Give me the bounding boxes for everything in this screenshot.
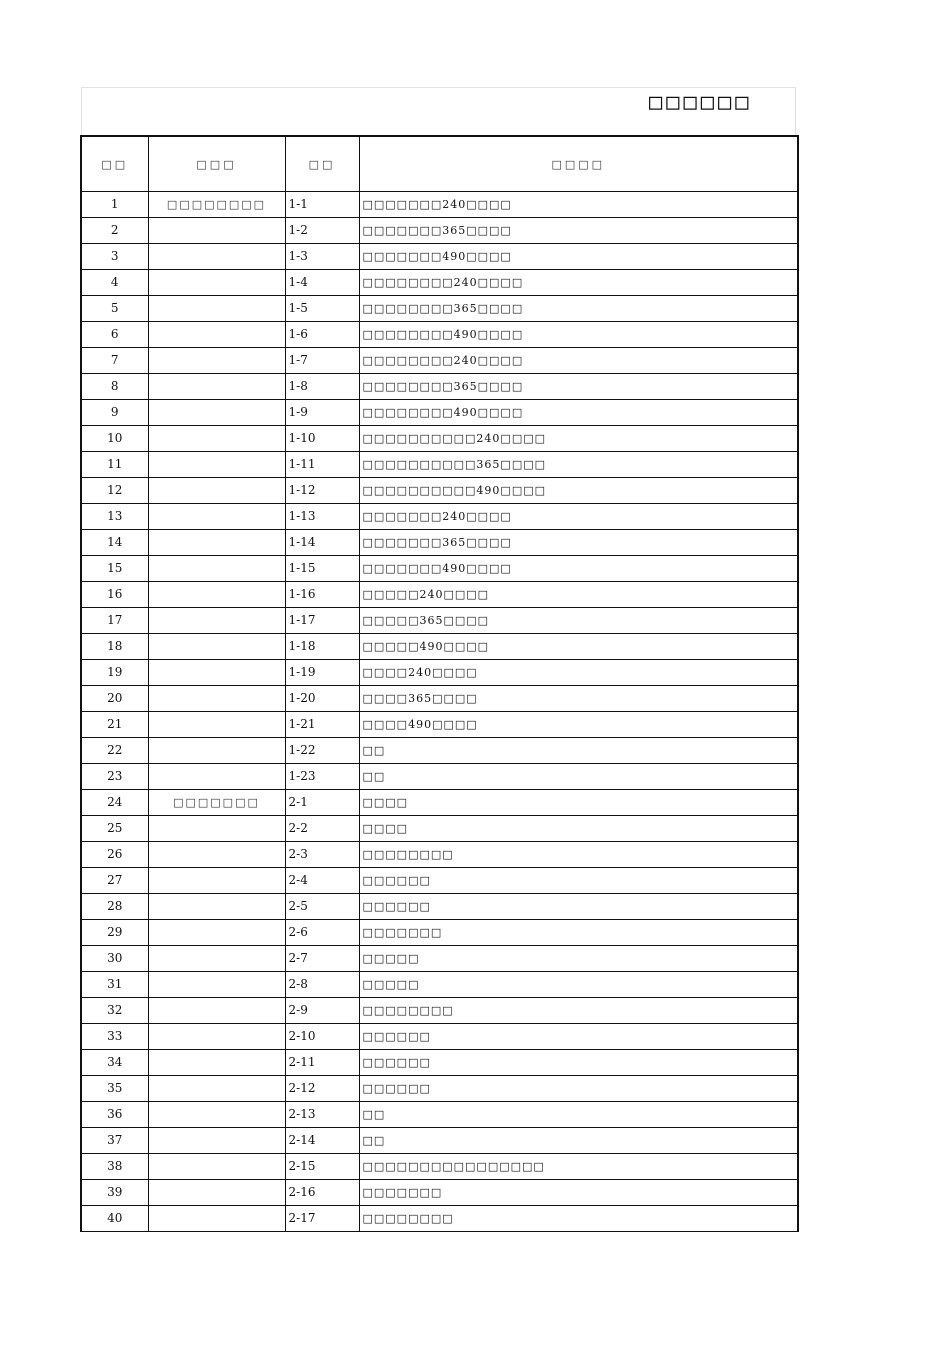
row-category — [148, 868, 285, 894]
row-name: □□□□□□□□□□365□□□□ — [359, 452, 798, 478]
row-index: 25 — [81, 816, 148, 842]
row-category — [148, 374, 285, 400]
row-category — [148, 218, 285, 244]
table-row — [81, 400, 798, 426]
table-row — [81, 634, 798, 660]
row-category — [148, 1076, 285, 1102]
row-name: □□ — [359, 764, 798, 790]
row-index: 3 — [81, 244, 148, 270]
row-category — [148, 1102, 285, 1128]
row-category — [148, 296, 285, 322]
row-index: 28 — [81, 894, 148, 920]
row-code: 2-17 — [285, 1206, 359, 1232]
row-index: 6 — [81, 322, 148, 348]
row-index: 34 — [81, 1050, 148, 1076]
row-index: 30 — [81, 946, 148, 972]
row-name: □□□□□□□240□□□□ — [359, 504, 798, 530]
row-category — [148, 270, 285, 296]
row-code: 1-6 — [285, 322, 359, 348]
table-row — [81, 1102, 798, 1128]
row-code: 1-15 — [285, 556, 359, 582]
row-name: □□□□□□□□365□□□□ — [359, 374, 798, 400]
row-code: 2-5 — [285, 894, 359, 920]
table-row — [81, 192, 798, 218]
table-row — [81, 374, 798, 400]
row-code: 2-13 — [285, 1102, 359, 1128]
table-row — [81, 998, 798, 1024]
row-code: 1-19 — [285, 660, 359, 686]
table-row — [81, 218, 798, 244]
row-index: 36 — [81, 1102, 148, 1128]
row-category — [148, 764, 285, 790]
row-category — [148, 1180, 285, 1206]
row-category — [148, 660, 285, 686]
table-row — [81, 972, 798, 998]
row-category — [148, 816, 285, 842]
row-category — [148, 1128, 285, 1154]
row-category — [148, 452, 285, 478]
table-row — [81, 1206, 798, 1232]
row-name: □□□□490□□□□ — [359, 712, 798, 738]
row-code: 1-10 — [285, 426, 359, 452]
data-table — [80, 135, 799, 1232]
row-index: 37 — [81, 1128, 148, 1154]
table-row — [81, 1180, 798, 1206]
row-name: □□□□□□ — [359, 894, 798, 920]
row-name: □□□□□□□□240□□□□ — [359, 348, 798, 374]
table-row — [81, 686, 798, 712]
row-name: □□□□□240□□□□ — [359, 582, 798, 608]
row-index: 40 — [81, 1206, 148, 1232]
row-code: 1-17 — [285, 608, 359, 634]
row-index: 21 — [81, 712, 148, 738]
row-category — [148, 322, 285, 348]
table-body — [81, 192, 798, 1232]
row-index: 27 — [81, 868, 148, 894]
row-name: □□□□□ — [359, 946, 798, 972]
row-code: 1-1 — [285, 192, 359, 218]
row-name: □□□□□□□□490□□□□ — [359, 322, 798, 348]
row-index: 12 — [81, 478, 148, 504]
row-index: 5 — [81, 296, 148, 322]
row-index: 11 — [81, 452, 148, 478]
row-code: 1-16 — [285, 582, 359, 608]
table-row — [81, 920, 798, 946]
row-name: □□□□□□□ — [359, 920, 798, 946]
row-index: 2 — [81, 218, 148, 244]
row-index: 10 — [81, 426, 148, 452]
row-index: 23 — [81, 764, 148, 790]
row-category — [148, 634, 285, 660]
row-index: 38 — [81, 1154, 148, 1180]
row-code: 2-12 — [285, 1076, 359, 1102]
row-code: 2-11 — [285, 1050, 359, 1076]
row-name: □□ — [359, 1128, 798, 1154]
row-category — [148, 244, 285, 270]
row-code: 2-4 — [285, 868, 359, 894]
row-name: □□□□□□□□□□490□□□□ — [359, 478, 798, 504]
table-row — [81, 868, 798, 894]
row-index: 14 — [81, 530, 148, 556]
row-name: □□ — [359, 1102, 798, 1128]
row-name: □□□□□□ — [359, 1050, 798, 1076]
row-code: 1-11 — [285, 452, 359, 478]
row-category — [148, 1024, 285, 1050]
row-category — [148, 556, 285, 582]
row-code: 1-21 — [285, 712, 359, 738]
row-code: 2-10 — [285, 1024, 359, 1050]
table-row — [81, 244, 798, 270]
table-row — [81, 946, 798, 972]
header-row — [81, 136, 798, 192]
row-code: 1-18 — [285, 634, 359, 660]
row-category — [148, 1154, 285, 1180]
table-row — [81, 556, 798, 582]
row-name: □□□□240□□□□ — [359, 660, 798, 686]
row-index: 1 — [81, 192, 148, 218]
row-index: 17 — [81, 608, 148, 634]
table-row — [81, 504, 798, 530]
table-row — [81, 452, 798, 478]
row-index: 4 — [81, 270, 148, 296]
row-code: 2-14 — [285, 1128, 359, 1154]
row-index: 26 — [81, 842, 148, 868]
table-row — [81, 816, 798, 842]
row-category — [148, 1050, 285, 1076]
row-name: □□□□ — [359, 816, 798, 842]
table-row — [81, 530, 798, 556]
row-category — [148, 504, 285, 530]
row-code: 1-14 — [285, 530, 359, 556]
table-row — [81, 582, 798, 608]
row-category — [148, 582, 285, 608]
row-index: 29 — [81, 920, 148, 946]
row-category — [148, 348, 285, 374]
table-row — [81, 1076, 798, 1102]
table-row — [81, 348, 798, 374]
row-code: 1-7 — [285, 348, 359, 374]
row-name: □□□□□□□□ — [359, 842, 798, 868]
row-category — [148, 426, 285, 452]
row-name: □□□□□□ — [359, 1024, 798, 1050]
row-name: □□□□□□□□□□240□□□□ — [359, 426, 798, 452]
table-row — [81, 608, 798, 634]
row-code: 1-23 — [285, 764, 359, 790]
table-row — [81, 842, 798, 868]
table-row — [81, 894, 798, 920]
table-row — [81, 426, 798, 452]
header-category: □□□ — [148, 136, 285, 192]
header-code: □□ — [285, 136, 359, 192]
table-row — [81, 478, 798, 504]
table-row — [81, 322, 798, 348]
table-row — [81, 790, 798, 816]
row-name: □□□□□□□□ — [359, 998, 798, 1024]
row-category — [148, 608, 285, 634]
table-row — [81, 764, 798, 790]
row-name: □□□□□□□240□□□□ — [359, 192, 798, 218]
row-code: 1-8 — [285, 374, 359, 400]
row-index: 33 — [81, 1024, 148, 1050]
row-code: 1-22 — [285, 738, 359, 764]
row-category — [148, 712, 285, 738]
table-row — [81, 738, 798, 764]
row-index: 7 — [81, 348, 148, 374]
row-name: □□□□□□□ — [359, 1180, 798, 1206]
row-name: □□□□□ — [359, 972, 798, 998]
row-name: □□□□□365□□□□ — [359, 608, 798, 634]
row-index: 35 — [81, 1076, 148, 1102]
row-index: 24 — [81, 790, 148, 816]
row-code: 1-9 — [285, 400, 359, 426]
table-row — [81, 296, 798, 322]
row-category — [148, 400, 285, 426]
row-name: □□□□□□□365□□□□ — [359, 218, 798, 244]
row-category — [148, 842, 285, 868]
row-category — [148, 972, 285, 998]
row-name: □□□□□490□□□□ — [359, 634, 798, 660]
row-name: □□□□□□ — [359, 1076, 798, 1102]
row-code: 2-6 — [285, 920, 359, 946]
header-index: □□ — [81, 136, 148, 192]
row-name: □□□□□□□□490□□□□ — [359, 400, 798, 426]
row-index: 8 — [81, 374, 148, 400]
row-code: 1-3 — [285, 244, 359, 270]
table-row — [81, 1154, 798, 1180]
table-row — [81, 1050, 798, 1076]
table-row — [81, 1128, 798, 1154]
row-index: 19 — [81, 660, 148, 686]
row-code: 2-3 — [285, 842, 359, 868]
row-index: 31 — [81, 972, 148, 998]
row-code: 1-2 — [285, 218, 359, 244]
row-category — [148, 686, 285, 712]
row-category — [148, 946, 285, 972]
row-index: 32 — [81, 998, 148, 1024]
row-name: □□ — [359, 738, 798, 764]
row-name: □□□□□□ — [359, 868, 798, 894]
row-category — [148, 738, 285, 764]
row-category — [148, 920, 285, 946]
row-index: 39 — [81, 1180, 148, 1206]
row-index: 13 — [81, 504, 148, 530]
row-category — [148, 998, 285, 1024]
table-row — [81, 712, 798, 738]
row-code: 2-9 — [285, 998, 359, 1024]
row-code: 2-8 — [285, 972, 359, 998]
row-code: 1-20 — [285, 686, 359, 712]
table-row — [81, 660, 798, 686]
row-index: 18 — [81, 634, 148, 660]
row-code: 1-12 — [285, 478, 359, 504]
row-category — [148, 1206, 285, 1232]
row-index: 15 — [81, 556, 148, 582]
table-row — [81, 1024, 798, 1050]
row-code: 2-16 — [285, 1180, 359, 1206]
row-name: □□□□ — [359, 790, 798, 816]
row-name: □□□□□□□365□□□□ — [359, 530, 798, 556]
row-code: 2-15 — [285, 1154, 359, 1180]
row-code: 2-2 — [285, 816, 359, 842]
row-name: □□□□□□□490□□□□ — [359, 244, 798, 270]
row-category — [148, 530, 285, 556]
row-code: 1-4 — [285, 270, 359, 296]
row-index: 16 — [81, 582, 148, 608]
row-name: □□□□□□□490□□□□ — [359, 556, 798, 582]
row-code: 1-5 — [285, 296, 359, 322]
row-category: □□□□□□□ — [148, 790, 285, 816]
row-category: □□□□□□□□ — [148, 192, 285, 218]
row-category — [148, 894, 285, 920]
table-row — [81, 270, 798, 296]
row-name: □□□□365□□□□ — [359, 686, 798, 712]
header-name: □□□□ — [359, 136, 798, 192]
row-name: □□□□□□□□ — [359, 1206, 798, 1232]
row-name: □□□□□□□□365□□□□ — [359, 296, 798, 322]
row-code: 1-13 — [285, 504, 359, 530]
row-index: 9 — [81, 400, 148, 426]
row-code: 2-7 — [285, 946, 359, 972]
row-code: 2-1 — [285, 790, 359, 816]
row-index: 20 — [81, 686, 148, 712]
row-index: 22 — [81, 738, 148, 764]
row-name: □□□□□□□□240□□□□ — [359, 270, 798, 296]
row-name: □□□□□□□□□□□□□□□□ — [359, 1154, 798, 1180]
row-category — [148, 478, 285, 504]
page-title: □□□□□□ — [649, 90, 753, 115]
